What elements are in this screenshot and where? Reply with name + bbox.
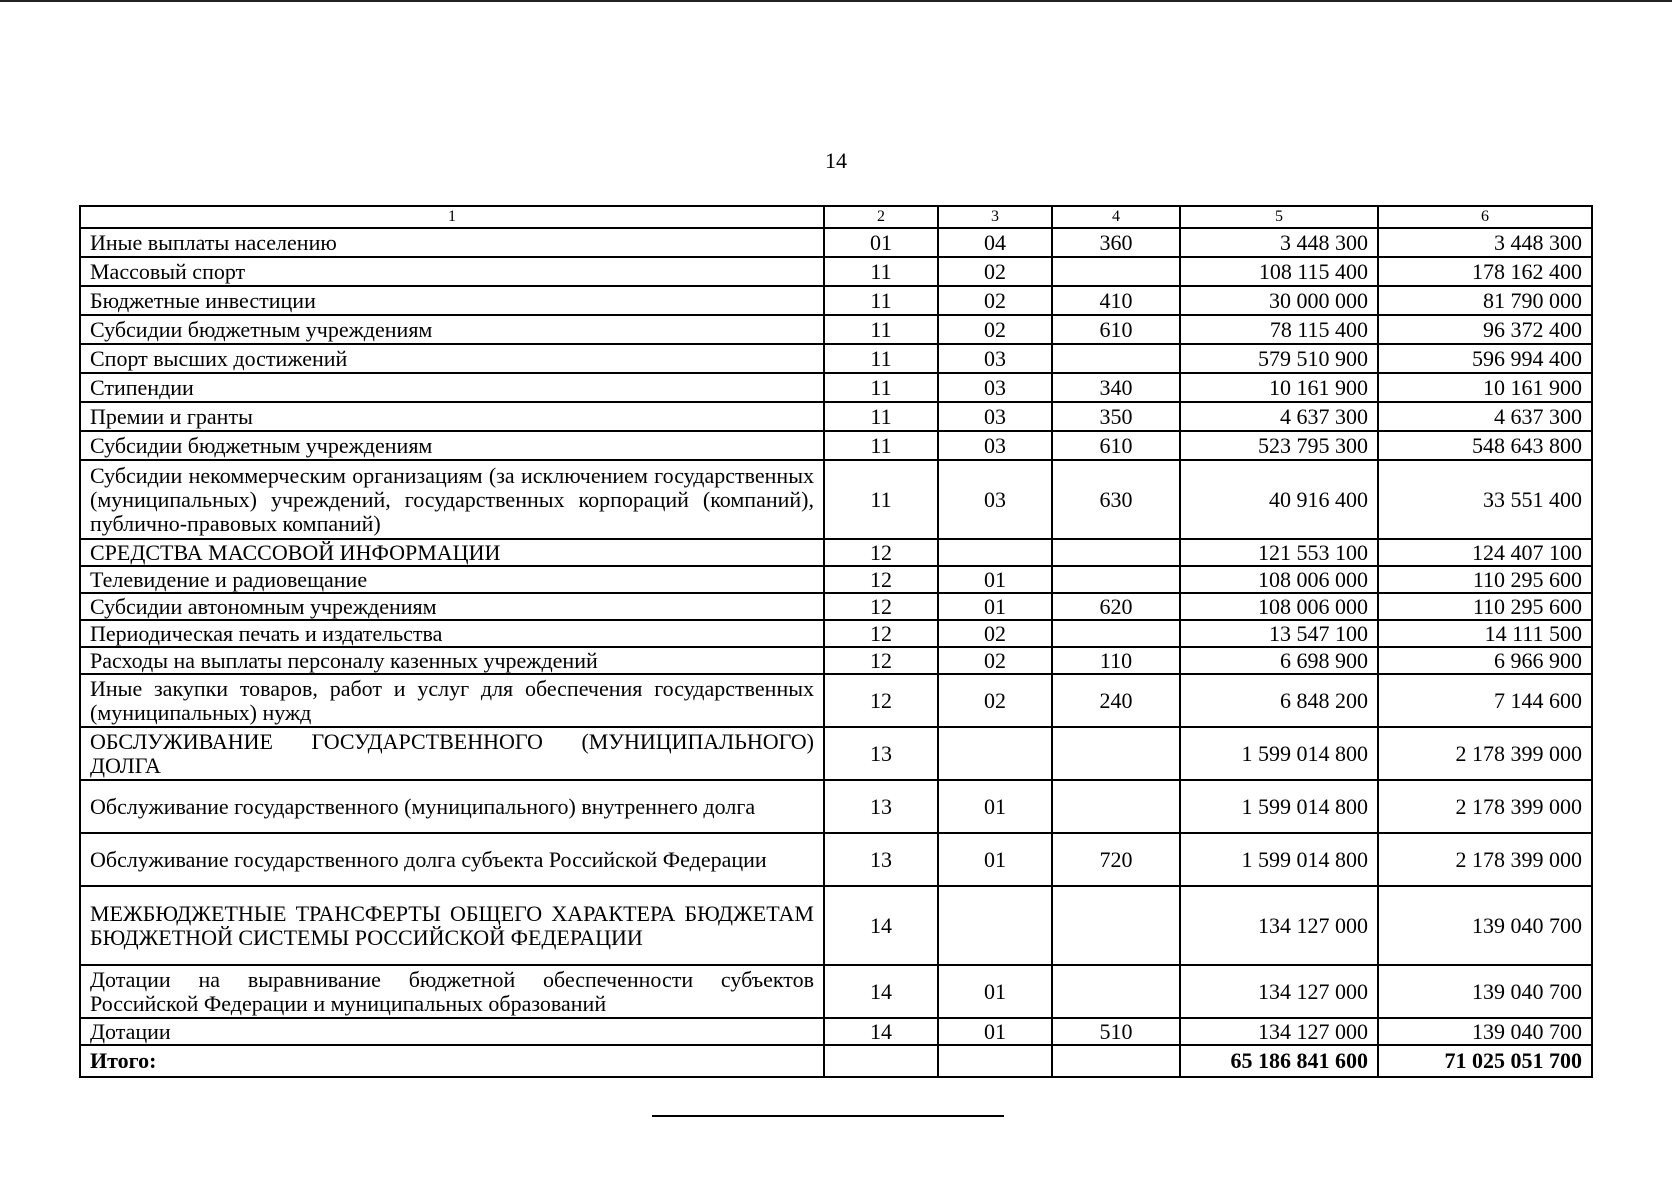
- amount-col6: 33 551 400: [1378, 460, 1592, 539]
- expense-name: Субсидии бюджетным учреждениям: [80, 315, 824, 344]
- amount-col6: 6 966 900: [1378, 647, 1592, 674]
- amount-col5: 108 115 400: [1180, 257, 1378, 286]
- amount-col5: 579 510 900: [1180, 344, 1378, 373]
- expense-type-code: 610: [1052, 431, 1180, 460]
- amount-col6: 4 637 300: [1378, 402, 1592, 431]
- expense-name: Стипендии: [80, 373, 824, 402]
- table-row: [80, 373, 1592, 402]
- amount-col5: 30 000 000: [1180, 286, 1378, 315]
- expense-type-code: 620: [1052, 593, 1180, 620]
- section-code: 11: [824, 344, 938, 373]
- table-row: [80, 286, 1592, 315]
- subsection-code: 01: [938, 566, 1052, 593]
- expense-type-code: [1052, 780, 1180, 833]
- table-row: [80, 965, 1592, 1018]
- subsection-code: 03: [938, 431, 1052, 460]
- section-code: 11: [824, 257, 938, 286]
- subsection-code: 01: [938, 593, 1052, 620]
- table-row: [80, 620, 1592, 647]
- table-row: [80, 402, 1592, 431]
- section-code: 14: [824, 965, 938, 1018]
- amount-col5: 1 599 014 800: [1180, 727, 1378, 780]
- amount-col5: 10 161 900: [1180, 373, 1378, 402]
- column-header: 5: [1180, 206, 1378, 228]
- column-header: 3: [938, 206, 1052, 228]
- section-code: 11: [824, 315, 938, 344]
- expense-type-code: [1052, 965, 1180, 1018]
- budget-table: [79, 205, 1593, 1078]
- empty-cell: [1052, 1045, 1180, 1077]
- subsection-code: 04: [938, 228, 1052, 257]
- expense-name: Бюджетные инвестиции: [80, 286, 824, 315]
- expense-name: Расходы на выплаты персоналу казенных учреждений: [80, 647, 824, 674]
- amount-col5: 4 637 300: [1180, 402, 1378, 431]
- expense-type-code: [1052, 539, 1180, 566]
- amount-col5: 108 006 000: [1180, 593, 1378, 620]
- total-label: Итого:: [80, 1045, 824, 1077]
- expense-name: Субсидии автономным учреждениям: [80, 593, 824, 620]
- expense-type-code: 360: [1052, 228, 1180, 257]
- subsection-code: [938, 539, 1052, 566]
- table-row: [80, 539, 1592, 566]
- table-row: [80, 886, 1592, 965]
- expense-type-code: 410: [1052, 286, 1180, 315]
- table-row: [80, 566, 1592, 593]
- amount-col6: 178 162 400: [1378, 257, 1592, 286]
- column-header: 2: [824, 206, 938, 228]
- subsection-code: 01: [938, 780, 1052, 833]
- expense-name: Субсидии некоммерческим организациям (за исключением государственных (муниципальных) учреждений, государственных корпораций (компаний), публично-правовых компаний): [80, 460, 824, 539]
- amount-col5: 6 848 200: [1180, 674, 1378, 727]
- amount-col6: 96 372 400: [1378, 315, 1592, 344]
- amount-col6: 139 040 700: [1378, 1018, 1592, 1045]
- section-code: 14: [824, 886, 938, 965]
- subsection-code: 01: [938, 1018, 1052, 1045]
- amount-col5: 134 127 000: [1180, 1018, 1378, 1045]
- subsection-code: [938, 727, 1052, 780]
- amount-col6: 548 643 800: [1378, 431, 1592, 460]
- expense-name: Обслуживание государственного долга субъекта Российской Федерации: [80, 833, 824, 886]
- expense-name: Премии и гранты: [80, 402, 824, 431]
- amount-col6: 2 178 399 000: [1378, 780, 1592, 833]
- subsection-code: 03: [938, 344, 1052, 373]
- section-code: 11: [824, 286, 938, 315]
- amount-col5: 40 916 400: [1180, 460, 1378, 539]
- expense-name: Субсидии бюджетным учреждениям: [80, 431, 824, 460]
- amount-col5: 523 795 300: [1180, 431, 1378, 460]
- subsection-code: 03: [938, 460, 1052, 539]
- column-header: 1: [80, 206, 824, 228]
- section-code: 01: [824, 228, 938, 257]
- expense-type-code: 510: [1052, 1018, 1180, 1045]
- subsection-code: 02: [938, 286, 1052, 315]
- table-row: [80, 460, 1592, 539]
- amount-col6: 596 994 400: [1378, 344, 1592, 373]
- expense-type-code: 630: [1052, 460, 1180, 539]
- expense-name: Дотации: [80, 1018, 824, 1045]
- section-code: 12: [824, 593, 938, 620]
- subsection-code: 02: [938, 315, 1052, 344]
- page-number: 14: [825, 148, 847, 173]
- table-header-row: [80, 206, 1592, 228]
- section-code: 11: [824, 431, 938, 460]
- section-code: 12: [824, 539, 938, 566]
- amount-col6: 14 111 500: [1378, 620, 1592, 647]
- expense-type-code: 720: [1052, 833, 1180, 886]
- subsection-code: 02: [938, 674, 1052, 727]
- expense-type-code: [1052, 620, 1180, 647]
- amount-col5: 13 547 100: [1180, 620, 1378, 647]
- amount-col5: 108 006 000: [1180, 566, 1378, 593]
- amount-col6: 110 295 600: [1378, 593, 1592, 620]
- subsection-code: [938, 886, 1052, 965]
- expense-name: Массовый спорт: [80, 257, 824, 286]
- expense-type-code: [1052, 886, 1180, 965]
- section-code: 11: [824, 460, 938, 539]
- expense-type-code: [1052, 344, 1180, 373]
- table-row: [80, 344, 1592, 373]
- amount-col5: 6 698 900: [1180, 647, 1378, 674]
- table-row: [80, 315, 1592, 344]
- section-code: 13: [824, 833, 938, 886]
- amount-col6: 2 178 399 000: [1378, 727, 1592, 780]
- section-code: 11: [824, 373, 938, 402]
- table-row: [80, 780, 1592, 833]
- subsection-code: 02: [938, 257, 1052, 286]
- total-amount-col6: 71 025 051 700: [1378, 1045, 1592, 1077]
- subsection-code: 02: [938, 647, 1052, 674]
- scan-edge-line: [0, 0, 1672, 2]
- amount-col6: 110 295 600: [1378, 566, 1592, 593]
- table-row: [80, 257, 1592, 286]
- table-row: [80, 727, 1592, 780]
- expense-type-code: 110: [1052, 647, 1180, 674]
- expense-type-code: 340: [1052, 373, 1180, 402]
- subsection-code: 03: [938, 402, 1052, 431]
- expense-type-code: [1052, 566, 1180, 593]
- table-row: [80, 674, 1592, 727]
- amount-col5: 1 599 014 800: [1180, 833, 1378, 886]
- amount-col6: 2 178 399 000: [1378, 833, 1592, 886]
- amount-col6: 124 407 100: [1378, 539, 1592, 566]
- table-row: [80, 647, 1592, 674]
- expense-name: ОБСЛУЖИВАНИЕ ГОСУДАРСТВЕННОГО (МУНИЦИПАЛЬНОГО) ДОЛГА: [80, 727, 824, 780]
- end-of-table-rule: [652, 1115, 1004, 1117]
- amount-col6: 3 448 300: [1378, 228, 1592, 257]
- amount-col6: 81 790 000: [1378, 286, 1592, 315]
- amount-col6: 7 144 600: [1378, 674, 1592, 727]
- table-row: [80, 593, 1592, 620]
- amount-col5: 134 127 000: [1180, 886, 1378, 965]
- subsection-code: 01: [938, 833, 1052, 886]
- expense-name: Периодическая печать и издательства: [80, 620, 824, 647]
- amount-col5: 134 127 000: [1180, 965, 1378, 1018]
- expense-name: СРЕДСТВА МАССОВОЙ ИНФОРМАЦИИ: [80, 539, 824, 566]
- section-code: 12: [824, 674, 938, 727]
- table-row: [80, 431, 1592, 460]
- section-code: 13: [824, 727, 938, 780]
- expense-type-code: [1052, 257, 1180, 286]
- expense-name: Дотации на выравнивание бюджетной обеспеченности субъектов Российской Федерации и муниципальных образований: [80, 965, 824, 1018]
- subsection-code: 01: [938, 965, 1052, 1018]
- expense-type-code: [1052, 727, 1180, 780]
- expense-name: Спорт высших достижений: [80, 344, 824, 373]
- amount-col6: 139 040 700: [1378, 965, 1592, 1018]
- section-code: 12: [824, 620, 938, 647]
- table-row: [80, 833, 1592, 886]
- expense-name: МЕЖБЮДЖЕТНЫЕ ТРАНСФЕРТЫ ОБЩЕГО ХАРАКТЕРА БЮДЖЕТАМ БЮДЖЕТНОЙ СИСТЕМЫ РОССИЙСКОЙ ФЕДЕРАЦИИ: [80, 886, 824, 965]
- amount-col6: 10 161 900: [1378, 373, 1592, 402]
- amount-col5: 78 115 400: [1180, 315, 1378, 344]
- table-row: [80, 228, 1592, 257]
- column-header: 6: [1378, 206, 1592, 228]
- empty-cell: [824, 1045, 938, 1077]
- expense-type-code: 350: [1052, 402, 1180, 431]
- total-row: [80, 1045, 1592, 1077]
- expense-name: Иные закупки товаров, работ и услуг для обеспечения государственных (муниципальных) нужд: [80, 674, 824, 727]
- amount-col5: 1 599 014 800: [1180, 780, 1378, 833]
- expense-name: Иные выплаты населению: [80, 228, 824, 257]
- table-row: [80, 1018, 1592, 1045]
- expense-name: Обслуживание государственного (муниципального) внутреннего долга: [80, 780, 824, 833]
- expense-type-code: 610: [1052, 315, 1180, 344]
- section-code: 12: [824, 566, 938, 593]
- amount-col6: 139 040 700: [1378, 886, 1592, 965]
- section-code: 11: [824, 402, 938, 431]
- subsection-code: 02: [938, 620, 1052, 647]
- section-code: 12: [824, 647, 938, 674]
- section-code: 14: [824, 1018, 938, 1045]
- total-amount-col5: 65 186 841 600: [1180, 1045, 1378, 1077]
- empty-cell: [938, 1045, 1052, 1077]
- amount-col5: 3 448 300: [1180, 228, 1378, 257]
- subsection-code: 03: [938, 373, 1052, 402]
- section-code: 13: [824, 780, 938, 833]
- column-header: 4: [1052, 206, 1180, 228]
- expense-type-code: 240: [1052, 674, 1180, 727]
- expense-name: Телевидение и радиовещание: [80, 566, 824, 593]
- amount-col5: 121 553 100: [1180, 539, 1378, 566]
